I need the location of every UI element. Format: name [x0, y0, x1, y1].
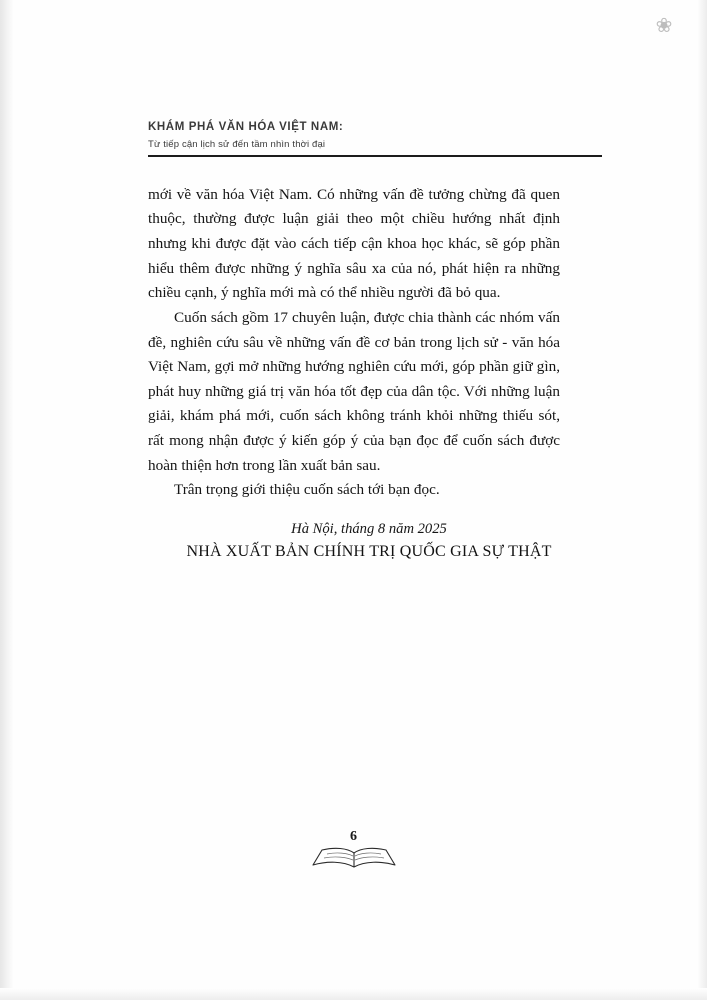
running-head-title: KHÁM PHÁ VĂN HÓA VIỆT NAM:	[148, 121, 344, 133]
asterisk-flower-icon: ❀	[655, 13, 673, 37]
running-head	[148, 120, 560, 157]
body-text	[148, 183, 560, 503]
running-head-subtitle: Từ tiếp cận lịch sử đến tầm nhìn thời đại	[148, 138, 326, 150]
page-number: 6	[350, 829, 357, 844]
signoff-publisher: NHÀ XUẤT BẢN CHÍNH TRỊ QUỐC GIA SỰ THẬT	[186, 542, 552, 560]
paragraph-3: Trân trọng giới thiệu cuốn sách tới bạn đọc.	[174, 481, 440, 499]
paragraph-2: Cuốn sách gồm 17 chuyên luận, được chia thành các nhóm vấn đề, nghiên cứu sâu về những vấn đề cơ bản trong lịch sử - văn hóa Việt Nam, gợi mở những hướng nghiên cứu mới, góp phần giữ gìn, phát huy những giá trị văn hóa tốt đẹp của dân tộc. Với những luận giải, khám phá mới, cuốn sách không tránh khỏi những thiếu sót, rất mong nhận được ý kiến góp ý của bạn đọc để cuốn sách được hoàn thiện hơn trong lần xuất bản sau.	[148, 308, 560, 474]
paragraph-1: mới về văn hóa Việt Nam. Có những vấn đề tưởng chừng đã quen thuộc, thường được luận giải theo một chiều hướng nhất định nhưng khi được đặt vào cách tiếp cận khoa học khác, sẽ góp phần hiểu thêm được những ý nghĩa sâu xa của nó, phát hiện ra những chiều cạnh, ý nghĩa mới mà có thể nhiều người đã bỏ qua.	[148, 185, 560, 302]
running-head-rule	[148, 155, 602, 157]
page-footer	[0, 829, 707, 872]
signoff-block	[148, 521, 560, 561]
open-book-icon	[311, 846, 397, 872]
signoff-place-date: Hà Nội, tháng 8 năm 2025	[291, 520, 447, 537]
page-edge-shadow-bottom	[0, 988, 707, 1000]
page-content	[148, 120, 560, 561]
